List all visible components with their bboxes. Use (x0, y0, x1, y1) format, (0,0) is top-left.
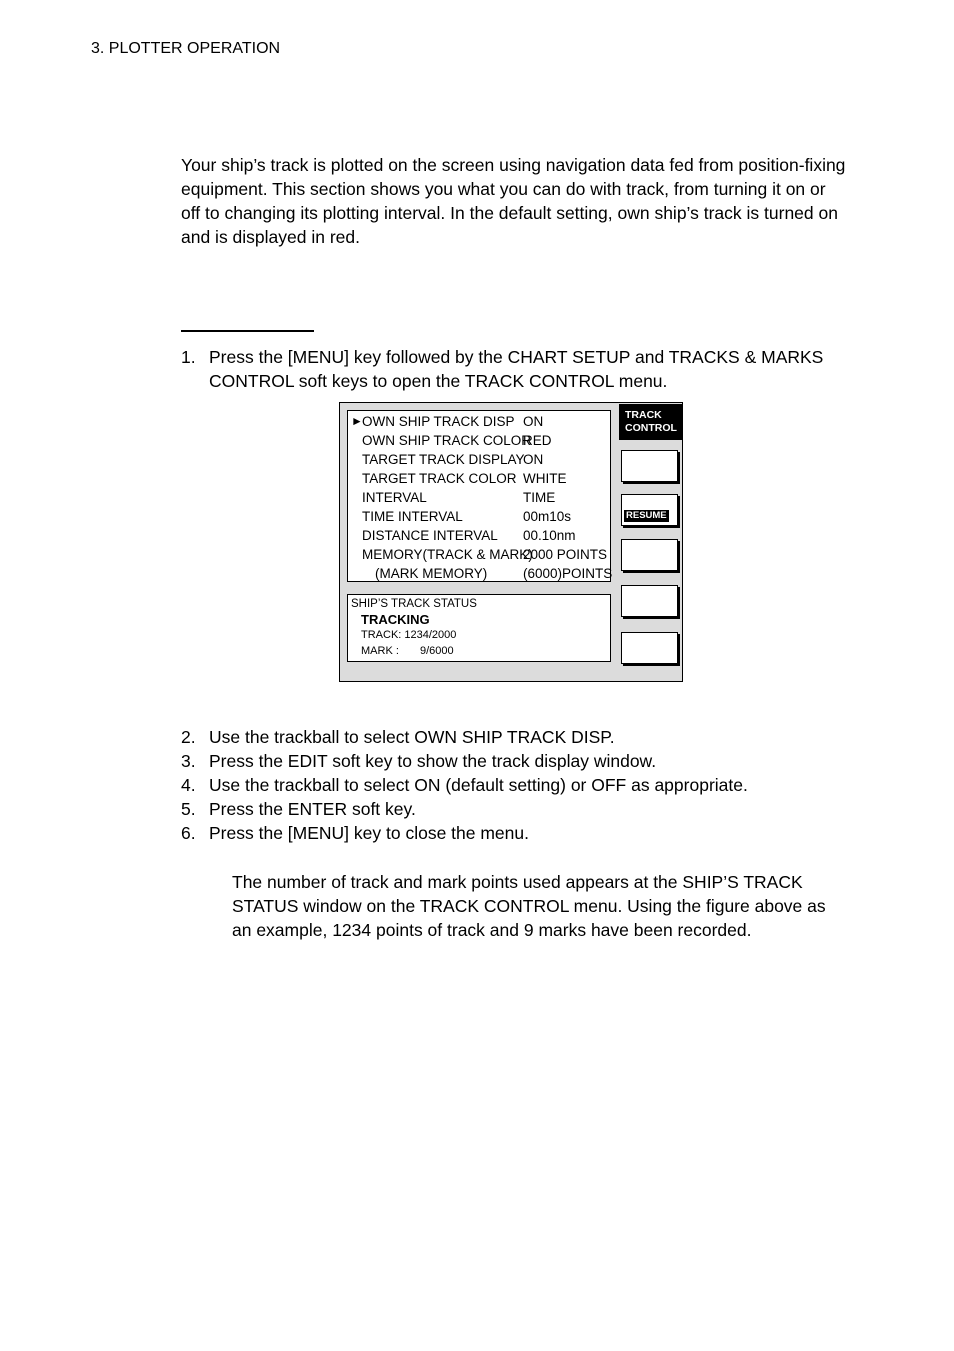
intro-paragraph: Your ship’s track is plotted on the screen using navigation data fed from position-fixing equipment. This section shows you what you can do with track, from turning it on or off to changing its plotting interval. In the default setting, own ship’s track is turned on and is displayed in red. (181, 155, 846, 247)
note-paragraph: The number of track and mark points used appears at the SHIP’S TRACK STATUS window on the TRACK CONTROL menu. Using the figure above as an example, 1234 points of track and 9 marks have been recorded. (232, 872, 826, 940)
title-key-line1: TRACK (625, 409, 662, 421)
step-text: Press the EDIT soft key to show the track display window. (209, 751, 657, 771)
step-number: 2. (181, 727, 196, 747)
menu-row-label: INTERVAL (362, 490, 427, 505)
status-mark-label: MARK : (361, 645, 399, 657)
menu-row-value: (6000)POINTS (523, 566, 613, 581)
menu-row-value: RED (523, 433, 552, 448)
ships-track-status-box (347, 594, 611, 662)
resume-label: RESUME (626, 510, 667, 521)
menu-row-value: 2000 POINTS (523, 547, 608, 562)
track-control-title-key (619, 404, 682, 440)
status-track-count: TRACK: 1234/2000 (361, 629, 457, 641)
step-text: Press the [MENU] key to close the menu. (209, 823, 529, 843)
status-title: SHIP’S TRACK STATUS (351, 598, 477, 610)
softkey-3[interactable] (621, 539, 678, 571)
softkey-resume[interactable] (621, 494, 678, 526)
step-number: 3. (181, 751, 196, 771)
step-number: 1. (181, 347, 196, 367)
menu-row-label: TARGET TRACK DISPLAY (362, 452, 525, 467)
menu-row-value: 00m10s (523, 509, 572, 524)
menu-settings-box (347, 410, 611, 582)
menu-row-value: TIME (523, 490, 556, 505)
status-state: TRACKING (361, 612, 430, 627)
step-number: 5. (181, 799, 196, 819)
step-text: Use the trackball to select OWN SHIP TRACK DISP. (209, 727, 615, 747)
step-text: Press the [MENU] key followed by the CHART SETUP and TRACKS & MARKS CONTROL soft keys to open the TRACK CONTROL menu. (209, 347, 824, 391)
step-text: Use the trackball to select ON (default setting) or OFF as appropriate. (209, 775, 748, 795)
menu-row-label: TARGET TRACK COLOR (362, 471, 517, 486)
section-underline (181, 330, 314, 332)
menu-row-label: DISTANCE INTERVAL (362, 528, 498, 543)
menu-row-value: 00.10nm (523, 528, 576, 543)
softkey-5[interactable] (621, 632, 678, 664)
cursor-arrow-icon: ► (351, 414, 363, 428)
track-control-menu-figure (339, 402, 683, 682)
status-mark-count: 9/6000 (420, 645, 454, 657)
menu-row-value: WHITE (523, 471, 567, 486)
page-header: 3. PLOTTER OPERATION (91, 40, 281, 57)
menu-row-label: OWN SHIP TRACK COLOR (362, 433, 532, 448)
menu-row-value: ON (523, 452, 544, 467)
step-number: 4. (181, 775, 196, 795)
menu-row-label: (MARK MEMORY) (375, 566, 488, 581)
menu-row-label: MEMORY(TRACK & MARK) (362, 547, 533, 562)
menu-row-label: TIME INTERVAL (362, 509, 463, 524)
menu-row-value: ON (523, 414, 544, 429)
title-key-line2: CONTROL (625, 422, 677, 434)
softkey-1[interactable] (621, 450, 678, 482)
menu-row-label: OWN SHIP TRACK DISP (362, 414, 515, 429)
step-text: Press the ENTER soft key. (209, 799, 416, 819)
softkey-4[interactable] (621, 585, 678, 617)
step-number: 6. (181, 823, 196, 843)
